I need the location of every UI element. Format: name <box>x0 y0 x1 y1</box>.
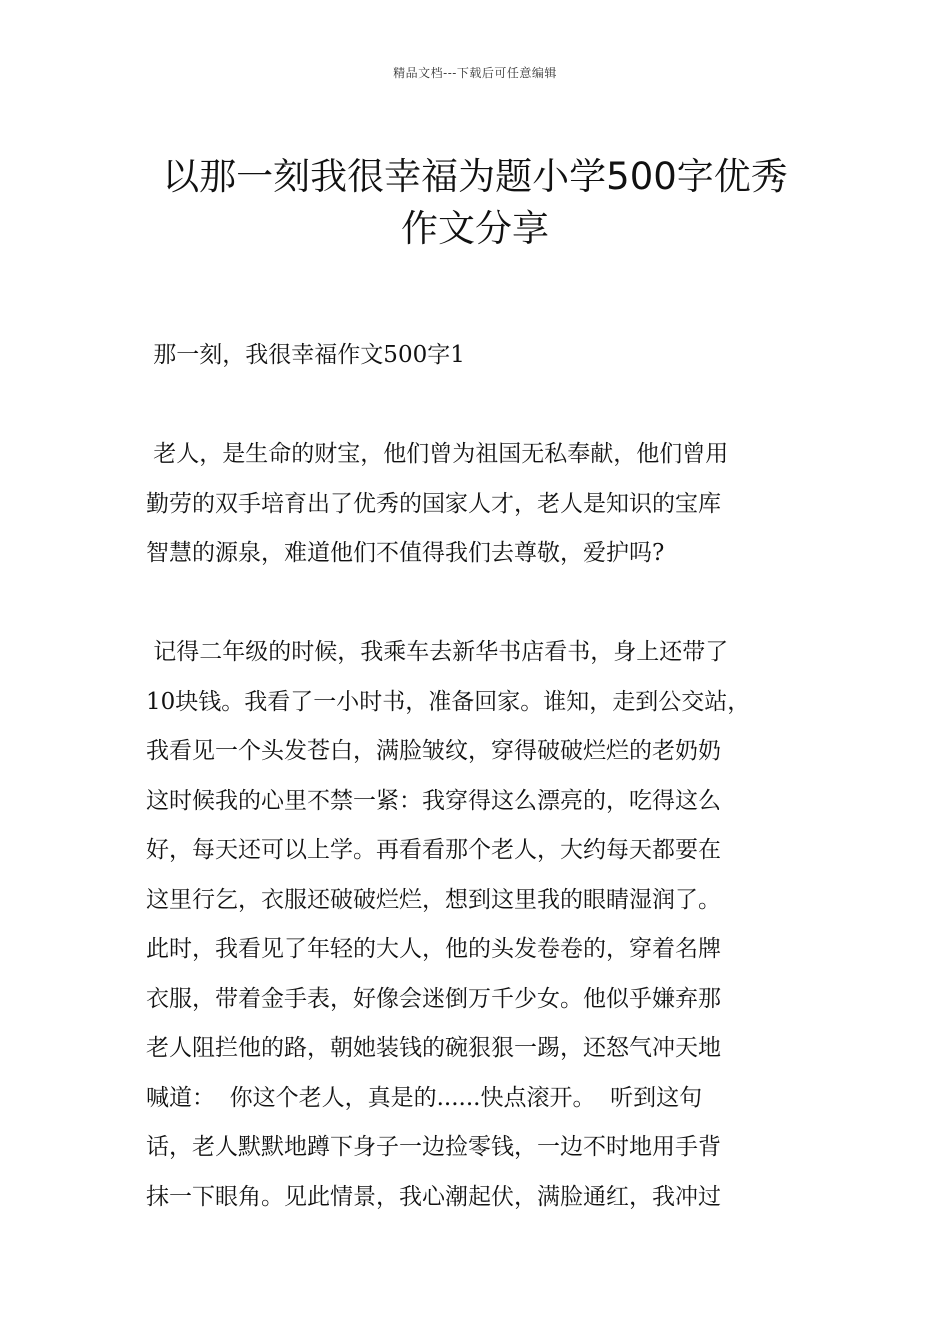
paragraph-line: 好，每天还可以上学。再看看那个老人，大约每天都要在 <box>146 837 721 863</box>
title-line-1: 以那一刻我很幸福为题小学500字优秀 <box>162 154 788 198</box>
header-note: 精品文档---下载后可任意编辑 <box>393 66 557 80</box>
section-subtitle: 那一刻，我很幸福作文500字1 <box>146 342 465 368</box>
paragraph-line: 我看见一个头发苍白，满脸皱纹，穿得破破烂烂的老奶奶 <box>146 738 721 764</box>
paragraph-line: 老人，是生命的财宝，他们曾为祖国无私奉献，他们曾用 <box>146 441 729 467</box>
paragraph-1 <box>146 430 836 579</box>
paragraph-line: 此时，我看见了年轻的大人，他的头发卷卷的，穿着名牌 <box>146 936 721 962</box>
paragraph-line: 这时候我的心里不禁一紧：我穿得这么漂亮的，吃得这么 <box>146 787 721 814</box>
paragraph-gap <box>146 381 836 431</box>
paragraph-2 <box>146 628 836 1222</box>
paragraph-line: 勤劳的双手培育出了优秀的国家人才，老人是知识的宝库 <box>146 490 721 517</box>
paragraph-line: 喊道： 你这个老人，真是的......快点滚开。 听到这句 <box>146 1084 703 1111</box>
paragraph-line: 10块钱。我看了一小时书，准备回家。谁知，走到公交站， <box>146 688 751 715</box>
title-line-2: 作文分享 <box>401 206 549 250</box>
paragraph-line: 老人阻拦他的路，朝她装钱的碗狠狠一踢，还怒气冲天地 <box>146 1035 721 1061</box>
paragraph-line: 抹一下眼角。见此情景，我心潮起伏，满脸通红，我冲过 <box>146 1183 721 1210</box>
paragraph-line: 话，老人默默地蹲下身子一边捡零钱，一边不时地用手背 <box>146 1134 721 1160</box>
paragraph-line: 衣服，带着金手表，好像会迷倒万千少女。他似乎嫌弃那 <box>146 985 721 1012</box>
paragraph-line: 这里行乞，衣服还破破烂烂，想到这里我的眼睛湿润了。 <box>146 886 721 913</box>
paragraph-line: 智慧的源泉，难道他们不值得我们去尊敬，爱护吗? <box>146 540 665 566</box>
paragraph-line: 记得二年级的时候，我乘车去新华书店看书，身上还带了 <box>146 639 729 665</box>
paragraph-gap <box>146 579 836 629</box>
document-title <box>120 151 830 255</box>
document-body <box>146 331 836 1222</box>
